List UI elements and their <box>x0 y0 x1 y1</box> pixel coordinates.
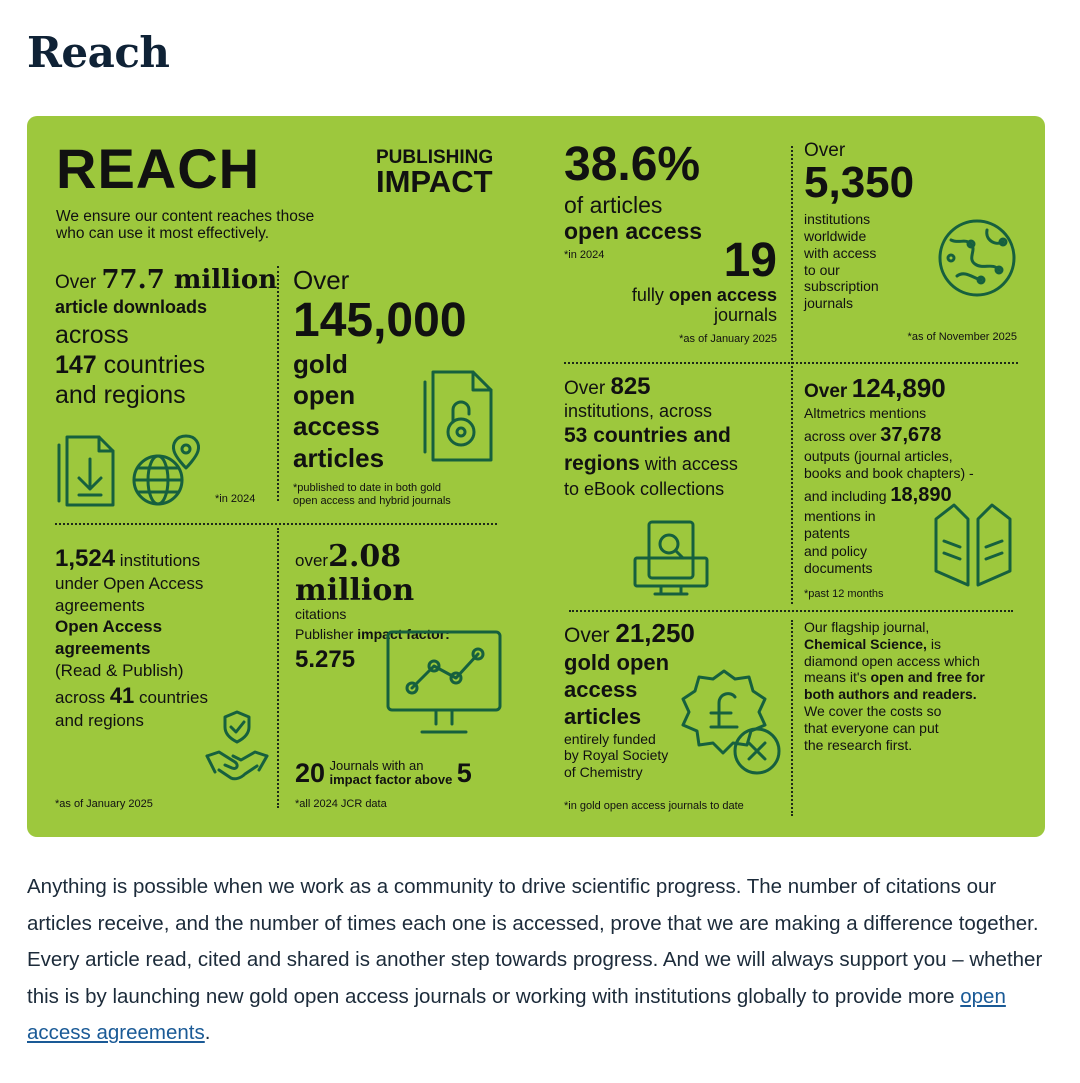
network-globe-icon <box>937 218 1017 298</box>
publishing-impact-line2: IMPACT <box>376 164 493 199</box>
reach-description: We ensure our content reaches those who can use it most effectively. <box>56 208 315 243</box>
gold-articles-note: *published to date in both gold open access and hybrid journals <box>293 482 451 508</box>
body-end: . <box>204 1021 211 1045</box>
ebook-search-icon <box>631 518 711 598</box>
body-text: Anything is possible when we work as a community to drive scientific progress. The number of citations our articles receive, and the number of times each one is accessed, prove that we are making a difference together. Every article read, cited and shared is another step towards progress. And we will always support you – whether this is by launching new gold open access journals or working with institutions globally to provide more <box>27 875 1043 1008</box>
divider <box>564 362 1018 364</box>
reach-heading: REACH <box>56 137 261 200</box>
divider <box>791 146 793 396</box>
divider <box>791 620 793 816</box>
page-title: Reach <box>27 28 170 77</box>
oa-agreements-note: *as of January 2025 <box>55 798 153 810</box>
open-access-agreements-link[interactable]: open access agreements <box>27 984 1006 1045</box>
handshake-shield-icon <box>205 710 269 782</box>
divider <box>791 374 793 604</box>
download-document-icon <box>55 431 117 509</box>
citations-note: *all 2024 JCR data <box>295 798 387 810</box>
open-access-percent-stat: 38.6% of articles open access *in 2024 <box>564 138 703 261</box>
reach-infographic <box>27 116 1045 837</box>
divider <box>55 523 497 525</box>
altmetrics-stat: Over 124,890 Altmetrics mentions across over 37,678 outputs (journal articles, books and book chapters) - and including 18,890 mentions in patents and policy documents <box>804 373 974 577</box>
divider <box>569 610 1013 612</box>
divider <box>277 528 279 808</box>
gold-articles-stat: Over 145,000 gold open access articles <box>293 265 467 473</box>
globe-location-icon <box>130 434 202 508</box>
gold-funded-stat: Over 21,250 gold open access articles entirely funded by Royal Society of Chemistry <box>564 618 695 781</box>
publishing-impact-line1: PUBLISHING <box>376 147 494 168</box>
body-paragraph <box>27 869 1057 1052</box>
oa-journals-stat: 19 fully open access journals *as of January 2025 <box>631 234 777 346</box>
institutions-note: *as of November 2025 <box>907 331 1017 343</box>
citations-stat: over2.08 million citations Publisher impact factor: 5.275 <box>295 539 450 673</box>
open-access-document-icon <box>419 366 503 464</box>
institutions-stat: Over 5,350 institutions worldwide with access to our subscription journals <box>804 140 915 312</box>
high-impact-journals: 20 Journals with an impact factor above 5 <box>295 758 472 788</box>
monitor-chart-icon <box>384 628 504 738</box>
oa-agreements-stat: 1,524 institutions under Open Access agreements Open Access agreements (Read & Publish) across 41 countries and regions <box>55 545 209 730</box>
downloads-stat: Over 77.7 million article downloads across 147 countries and regions <box>55 265 278 409</box>
pound-cancel-icon <box>679 667 789 779</box>
altmetrics-note: *past 12 months <box>804 588 884 600</box>
gold-funded-note: *in gold open access journals to date <box>564 800 744 812</box>
ebook-stat: Over 825 institutions, across 53 countries and regions with access to eBook collections <box>564 373 738 500</box>
downloads-note: *in 2024 <box>215 493 256 505</box>
documents-icon <box>932 501 1014 589</box>
flagship-journal-text: Our flagship journal, Chemical Science, is diamond open access which means it's open and free for both authors and readers. We cover the costs so that everyone can put the research first. <box>804 619 985 753</box>
